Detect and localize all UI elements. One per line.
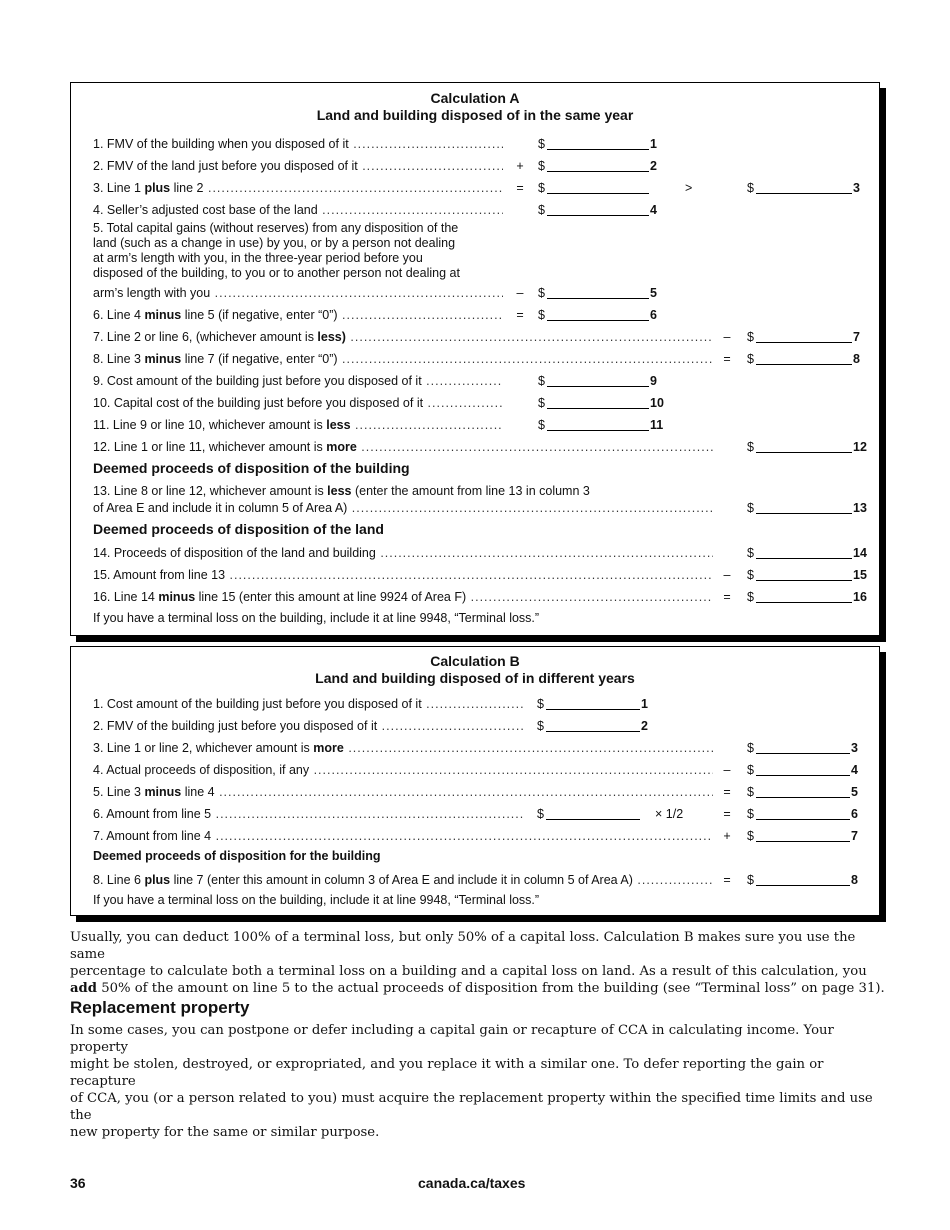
dollar-sign: $ (747, 741, 754, 755)
dollar-sign: $ (747, 873, 754, 887)
amount-field-b6a[interactable] (546, 805, 640, 820)
amount-field-1[interactable] (547, 135, 649, 150)
line-number: 8 (851, 873, 858, 887)
amount-field-b1[interactable] (546, 695, 640, 710)
amount-field-b6[interactable] (756, 805, 850, 820)
calc-b-line-4 (71, 761, 879, 779)
line-label: 12. Line 1 or line 11, whichever amount is more ..... (93, 438, 713, 456)
line-number: 1 (650, 137, 657, 151)
line-label: 6. Amount from line 5 ..... (93, 805, 523, 823)
amount-field-3a[interactable] (547, 179, 649, 194)
amount-field-7[interactable] (756, 328, 852, 343)
calc-a-line-3 (71, 179, 879, 197)
dollar-sign: $ (538, 418, 545, 432)
dollar-sign: $ (747, 763, 754, 777)
amount-field-b3[interactable] (756, 739, 850, 754)
dollar-sign: $ (747, 785, 754, 799)
calc-a-subtitle: Land and building disposed of in the same year (316, 107, 634, 123)
dollar-sign: $ (747, 330, 754, 344)
amount-field-10[interactable] (547, 394, 649, 409)
minus-sign: – (723, 763, 731, 777)
equals-sign: = (723, 352, 731, 366)
line-label: 1. Cost amount of the building just before you disposed of it ..... (93, 695, 523, 713)
line-13-first: 13. Line 8 or line 12, whichever amount is less (enter the amount from line 13 in column 3 (93, 484, 590, 498)
line-number: 5 (851, 785, 858, 799)
line-number: 4 (650, 203, 657, 217)
line-number: 4 (851, 763, 858, 777)
calc-a-line-4 (71, 201, 879, 219)
calc-b-line-6 (71, 805, 879, 823)
dollar-sign: $ (747, 590, 754, 604)
line-label: 4. Seller’s adjusted cost base of the land ..... (93, 201, 503, 219)
calculation-a-box (70, 82, 880, 636)
equals-sign: = (723, 785, 731, 799)
calc-a-note: If you have a terminal loss on the building, include it at line 9948, “Terminal loss.” (93, 611, 540, 625)
line-label: 7. Line 2 or line 6, (whichever amount is less) ..... (93, 328, 713, 346)
line-label: 8. Line 6 plus line 7 (enter this amount in column 3 of Area E and include it in column 5 of Area A) ..... (93, 871, 713, 889)
amount-field-b4[interactable] (756, 761, 850, 776)
line-label: 2. FMV of the land just before you disposed of it ..... (93, 157, 503, 175)
line-number: 9 (650, 374, 657, 388)
amount-field-9[interactable] (547, 372, 649, 387)
calc-a-line-16 (71, 588, 879, 606)
line-number: 7 (851, 829, 858, 843)
dollar-sign: $ (747, 501, 754, 515)
dollar-sign: $ (538, 374, 545, 388)
amount-field-2[interactable] (547, 157, 649, 172)
line-label: 15. Amount from line 13 ..... (93, 566, 713, 584)
dollar-sign: $ (538, 181, 545, 195)
replacement-property-heading: Replacement property (70, 998, 250, 1017)
calc-a-line-5 (71, 284, 879, 302)
equals-sign: = (723, 873, 731, 887)
plus-sign: + (516, 159, 524, 173)
line-number: 7 (853, 330, 860, 344)
calc-a-line-12 (71, 438, 879, 456)
line-label: 8. Line 3 minus line 7 (if negative, enter “0”) ..... (93, 350, 713, 368)
line-label: 10. Capital cost of the building just before you disposed of it ..... (93, 394, 503, 412)
calculation-b-box (70, 646, 880, 916)
dollar-sign: $ (747, 181, 754, 195)
terminal-loss-paragraph: Usually, you can deduct 100% of a terminal loss, but only 50% of a capital loss. Calculation B makes sure you use the same percentage to calculate both a terminal loss on a building and a capital loss on land. As a result of this calculation, you add 50% of the amount on line 5 to the actual proceeds of disposition from the building (see “Terminal loss” on page 31). (70, 930, 885, 996)
line-number: 14 (853, 546, 867, 560)
line-number: 13 (853, 501, 867, 515)
calc-a-line-6 (71, 306, 879, 324)
amount-field-13[interactable] (756, 499, 852, 514)
minus-sign: – (723, 330, 731, 344)
calc-b-title: Calculation B (430, 653, 520, 669)
line-number: 8 (853, 352, 860, 366)
line-label: 5. Line 3 minus line 4 ..... (93, 783, 713, 801)
dollar-sign: $ (538, 159, 545, 173)
calc-b-line-5 (71, 783, 879, 801)
dollar-sign: $ (747, 440, 754, 454)
line-number: 1 (641, 697, 648, 711)
heading-deemed-building: Deemed proceeds of disposition of the building (93, 460, 410, 476)
line-label: 9. Cost amount of the building just before you disposed of it ..... (93, 372, 503, 390)
calc-b-line-1 (71, 695, 879, 713)
dollar-sign: $ (538, 396, 545, 410)
dollar-sign: $ (747, 352, 754, 366)
line-number: 10 (650, 396, 664, 410)
calc-a-line-7 (71, 328, 879, 346)
line-number: 5 (650, 286, 657, 300)
dollar-sign: $ (747, 807, 754, 821)
equals-sign: = (723, 807, 731, 821)
calc-a-line-2 (71, 157, 879, 175)
line-5-text: 5. Total capital gains (without reserves) from any disposition of the land (such as a change in use) by you, or by a person not dealing at arm’s length with you, in the three-year period before you disposed of the building, to you or to another person not dealing at (93, 221, 460, 280)
line-number: 2 (650, 159, 657, 173)
page-number: 36 (70, 1175, 86, 1191)
calc-b-line-3 (71, 739, 879, 757)
calc-a-line-11 (71, 416, 879, 434)
line-number: 11 (650, 418, 664, 432)
amount-field-16[interactable] (756, 588, 852, 603)
heading-deemed-land: Deemed proceeds of disposition of the land (93, 521, 384, 537)
minus-sign: – (723, 568, 731, 582)
calc-a-line-13 (71, 499, 879, 517)
dollar-sign: $ (538, 308, 545, 322)
equals-sign: = (723, 590, 731, 604)
dollar-sign: $ (538, 137, 545, 151)
calc-b-line-8 (71, 871, 879, 889)
amount-field-6[interactable] (547, 306, 649, 321)
footer-website-link[interactable]: canada.ca/taxes (418, 1175, 526, 1191)
calc-b-line-2 (71, 717, 879, 735)
line-label: 3. Line 1 or line 2, whichever amount is more ..... (93, 739, 713, 757)
heading-deemed-building-b: Deemed proceeds of disposition for the building (93, 849, 381, 863)
amount-field-11[interactable] (547, 416, 649, 431)
multiplier: × 1/2 (655, 807, 684, 821)
line-number: 6 (851, 807, 858, 821)
line-label: of Area E and include it in column 5 of Area A) ..... (93, 499, 713, 517)
amount-field-14[interactable] (756, 544, 852, 559)
dollar-sign: $ (538, 286, 545, 300)
line-number: 3 (851, 741, 858, 755)
line-number: 6 (650, 308, 657, 322)
line-number: 15 (853, 568, 867, 582)
calc-b-line-7 (71, 827, 879, 845)
calc-a-line-14 (71, 544, 879, 562)
dollar-sign: $ (747, 568, 754, 582)
line-number: 12 (853, 440, 867, 454)
amount-field-b8[interactable] (756, 871, 850, 886)
amount-field-15[interactable] (756, 566, 852, 581)
line-label: 3. Line 1 plus line 2 ..... (93, 179, 503, 197)
calc-a-line-9 (71, 372, 879, 390)
amount-field-4[interactable] (547, 201, 649, 216)
amount-field-b7[interactable] (756, 827, 850, 842)
line-label: arm’s length with you ..... (93, 284, 503, 302)
line-label: 6. Line 4 minus line 5 (if negative, enter “0”) ..... (93, 306, 503, 324)
dollar-sign: $ (747, 829, 754, 843)
line-number: 2 (641, 719, 648, 733)
equals-sign: = (516, 181, 524, 195)
amount-field-5[interactable] (547, 284, 649, 299)
line-label: 7. Amount from line 4 ..... (93, 827, 713, 845)
amount-field-b2[interactable] (546, 717, 640, 732)
line-label: 1. FMV of the building when you disposed of it ..... (93, 135, 503, 153)
plus-sign: + (723, 829, 731, 843)
dollar-sign: $ (537, 719, 544, 733)
amount-field-12[interactable] (756, 438, 852, 453)
calc-a-line-15 (71, 566, 879, 584)
minus-sign: – (516, 286, 524, 300)
line-number: 16 (853, 590, 867, 604)
calc-a-line-1 (71, 135, 879, 153)
calc-b-subtitle: Land and building disposed of in different years (315, 670, 635, 686)
replacement-property-paragraph: In some cases, you can postpone or defer including a capital gain or recapture of CCA in calculating income. Your property might be stolen, destroyed, or expropriated, and you replace it with a similar one. To defer reporting the gain or recapture of CCA, you (or a person related to you) must acquire the replacement property within the specified time limits and use the new property for the same or similar purpose. (70, 1023, 873, 1140)
dollar-sign: $ (537, 807, 544, 821)
amount-field-3[interactable] (756, 179, 852, 194)
dollar-sign: $ (537, 697, 544, 711)
calc-a-line-8 (71, 350, 879, 368)
line-label: 14. Proceeds of disposition of the land and building ..... (93, 544, 713, 562)
dollar-sign: $ (747, 546, 754, 560)
line-label: 2. FMV of the building just before you disposed of it ..... (93, 717, 523, 735)
line-label: 4. Actual proceeds of disposition, if any ..... (93, 761, 713, 779)
calc-a-title: Calculation A (430, 90, 520, 106)
greater-than-sign: > (685, 181, 693, 195)
line-number: 3 (853, 181, 860, 195)
line-label: 16. Line 14 minus line 15 (enter this amount at line 9924 of Area F) ..... (93, 588, 713, 606)
calc-b-note: If you have a terminal loss on the building, include it at line 9948, “Terminal loss.” (93, 893, 540, 907)
dollar-sign: $ (538, 203, 545, 217)
amount-field-b5[interactable] (756, 783, 850, 798)
amount-field-8[interactable] (756, 350, 852, 365)
line-label: 11. Line 9 or line 10, whichever amount is less ..... (93, 416, 503, 434)
equals-sign: = (516, 308, 524, 322)
calc-a-line-10 (71, 394, 879, 412)
